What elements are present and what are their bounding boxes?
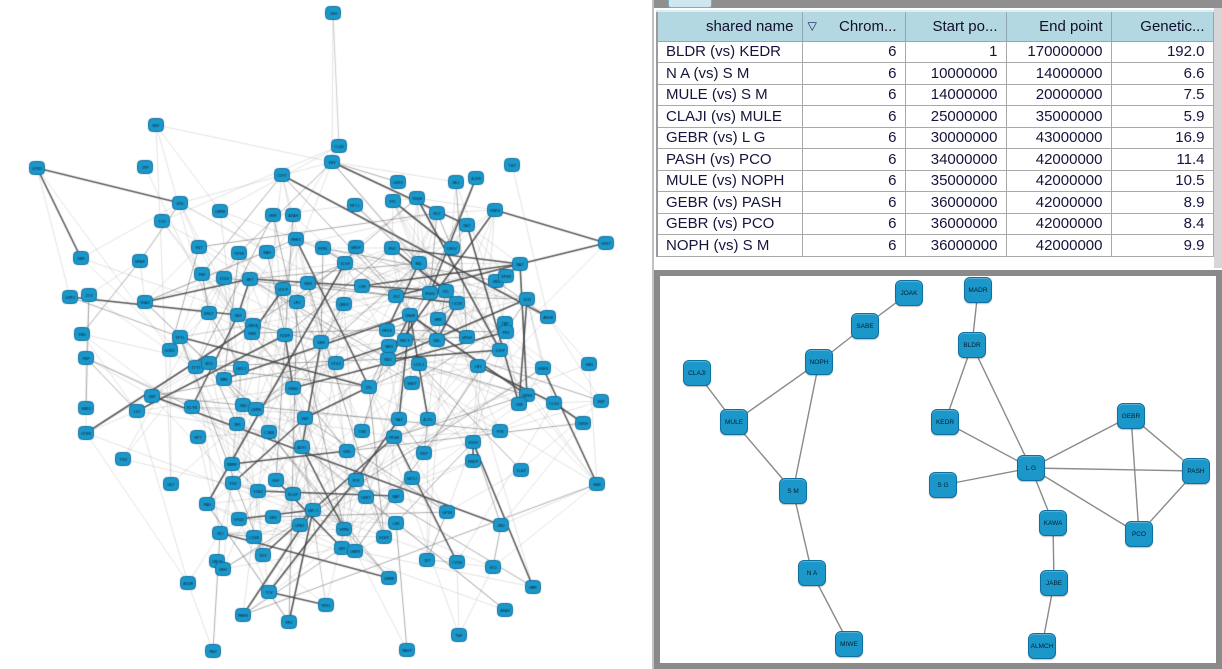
network-node-label: MIWE [840, 640, 858, 648]
network-node-label: MULE [724, 418, 744, 426]
network-edge[interactable] [1131, 416, 1139, 534]
column-header-label: End point [1039, 17, 1103, 35]
cell-value[interactable]: 7.5 [1111, 84, 1213, 106]
cell-value[interactable]: 42000000 [1006, 235, 1111, 257]
cell-value[interactable]: 6 [802, 170, 905, 192]
table-scrollbar-track[interactable] [1214, 8, 1222, 268]
table-top-strip [654, 0, 1222, 8]
table-row[interactable] [657, 41, 1213, 63]
column-header-genetic-distance[interactable] [1111, 11, 1213, 41]
network-node-JOAK[interactable] [895, 280, 923, 306]
cell-value[interactable]: 42000000 [1006, 170, 1111, 192]
network-node-LG[interactable] [1017, 455, 1045, 481]
network-node-NA[interactable] [798, 560, 826, 586]
column-header-label: Start po... [932, 17, 998, 35]
cell-value[interactable]: 43000000 [1006, 127, 1111, 149]
network-node-MIWE[interactable] [835, 631, 863, 657]
cell-value[interactable]: 35000000 [1006, 106, 1111, 128]
network-node-label: MADR [968, 286, 988, 294]
table-row[interactable] [657, 192, 1213, 214]
network-node-label: KAWA [1043, 519, 1063, 527]
cell-shared-name[interactable]: PASH (vs) PCO [657, 149, 802, 171]
table-row[interactable] [657, 149, 1213, 171]
network-node-CLAJI[interactable] [683, 360, 711, 386]
network-node-JABE[interactable] [1040, 570, 1068, 596]
network-node-label: PCO [1131, 530, 1147, 538]
cell-value[interactable]: 6 [802, 63, 905, 85]
cell-shared-name[interactable]: CLAJI (vs) MULE [657, 106, 802, 128]
cell-value[interactable]: 42000000 [1006, 149, 1111, 171]
column-header-label: shared name [705, 17, 794, 35]
cell-value[interactable]: 6.6 [1111, 63, 1213, 85]
cell-shared-name[interactable]: MULE (vs) S M [657, 84, 802, 106]
cell-value[interactable]: 36000000 [905, 192, 1006, 214]
cell-value[interactable]: 42000000 [1006, 192, 1111, 214]
cell-value[interactable]: 5.9 [1111, 106, 1213, 128]
cell-value[interactable]: 34000000 [905, 149, 1006, 171]
cell-value[interactable]: 8.9 [1111, 192, 1213, 214]
cell-value[interactable]: 6 [802, 84, 905, 106]
network-node-PCO[interactable] [1125, 521, 1153, 547]
cell-value[interactable]: 36000000 [905, 235, 1006, 257]
network-edge[interactable] [1031, 468, 1196, 471]
network-node-label: N A [806, 569, 818, 577]
network-node-SABE[interactable] [851, 313, 879, 339]
cell-value[interactable]: 10.5 [1111, 170, 1213, 192]
cell-value[interactable]: 6 [802, 235, 905, 257]
network-node-label: JABE [1045, 579, 1063, 587]
cell-shared-name[interactable]: GEBR (vs) PASH [657, 192, 802, 214]
cell-value[interactable]: 8.4 [1111, 213, 1213, 235]
network-edge[interactable] [793, 362, 819, 491]
edge-table-panel [656, 10, 1216, 268]
cell-value[interactable]: 170000000 [1006, 41, 1111, 63]
cell-value[interactable]: 14000000 [1006, 63, 1111, 85]
table-scroll-tab[interactable] [668, 0, 712, 8]
cell-value[interactable]: 35000000 [905, 170, 1006, 192]
network-node-label: S G [937, 481, 949, 489]
cell-shared-name[interactable]: N A (vs) S M [657, 63, 802, 85]
cell-shared-name[interactable]: BLDR (vs) KEDR [657, 41, 802, 63]
network-node-KAWA[interactable] [1039, 510, 1067, 536]
cell-value[interactable]: 6 [802, 192, 905, 214]
network-node-label: GEBR [1121, 412, 1141, 420]
table-row[interactable] [657, 63, 1213, 85]
cell-value[interactable]: 25000000 [905, 106, 1006, 128]
column-header-end-point[interactable] [1006, 11, 1111, 41]
table-row[interactable] [657, 213, 1213, 235]
network-node-SM[interactable] [779, 478, 807, 504]
table-row[interactable] [657, 127, 1213, 149]
table-row[interactable] [657, 84, 1213, 106]
cell-value[interactable]: 11.4 [1111, 149, 1213, 171]
network-node-label: S M [787, 487, 799, 495]
network-node-GEBR[interactable] [1117, 403, 1145, 429]
edge-attribute-table [656, 10, 1214, 257]
network-edge[interactable] [972, 345, 1031, 468]
network-node-SG[interactable] [929, 472, 957, 498]
network-node-ALMCH[interactable] [1028, 633, 1056, 659]
column-header-shared-name[interactable] [657, 11, 802, 41]
network-node-label: KEDR [935, 418, 955, 426]
network-node-label: PASH [1187, 467, 1205, 475]
network-node-PASH[interactable] [1182, 458, 1210, 484]
table-row[interactable] [657, 235, 1213, 257]
column-header-label: Chrom... [838, 17, 897, 35]
cell-value[interactable]: 1 [905, 41, 1006, 63]
network-node-label: SABE [856, 322, 874, 330]
network-node-MADR[interactable] [964, 277, 992, 303]
cell-value[interactable]: 6 [802, 41, 905, 63]
network-node-label: L G [1025, 464, 1037, 472]
cell-shared-name[interactable]: GEBR (vs) L G [657, 127, 802, 149]
network-node-label: CLAJI [688, 369, 706, 377]
cell-value[interactable]: 6 [802, 127, 905, 149]
subnetwork-edges [660, 276, 1216, 663]
cell-value[interactable]: 36000000 [905, 213, 1006, 235]
network-node-label: ALMCH [1030, 642, 1054, 650]
cell-value[interactable]: 10000000 [905, 63, 1006, 85]
network-edge[interactable] [1031, 416, 1131, 468]
network-node-NOPH[interactable] [805, 349, 833, 375]
cell-value[interactable]: 16.9 [1111, 127, 1213, 149]
network-node-MULE[interactable] [720, 409, 748, 435]
cell-value[interactable]: 6 [802, 213, 905, 235]
cell-value[interactable]: 192.0 [1111, 41, 1213, 63]
cell-value[interactable]: 6 [802, 106, 905, 128]
cell-value[interactable]: 9.9 [1111, 235, 1213, 257]
column-header-chromosome[interactable] [802, 11, 905, 41]
table-row[interactable] [657, 106, 1213, 128]
cell-shared-name[interactable]: GEBR (vs) PCO [657, 213, 802, 235]
column-header-label: Genetic... [1140, 17, 1205, 35]
table-row[interactable] [657, 170, 1213, 192]
cell-value[interactable]: 42000000 [1006, 213, 1111, 235]
filter-icon[interactable]: ▽ [807, 19, 817, 33]
cell-value[interactable]: 6 [802, 149, 905, 171]
column-header-start-position[interactable] [905, 11, 1006, 41]
subnetwork-panel[interactable] [654, 270, 1222, 669]
network-node-BLDR[interactable] [958, 332, 986, 358]
cell-value[interactable]: 20000000 [1006, 84, 1111, 106]
cell-shared-name[interactable]: MULE (vs) NOPH [657, 170, 802, 192]
network-node-label: JOAK [900, 289, 918, 297]
cell-shared-name[interactable]: NOPH (vs) S M [657, 235, 802, 257]
network-node-label: NOPH [809, 358, 829, 366]
network-node-KEDR[interactable] [931, 409, 959, 435]
cell-value[interactable]: 30000000 [905, 127, 1006, 149]
cell-value[interactable]: 14000000 [905, 84, 1006, 106]
network-node-label: BLDR [963, 341, 981, 349]
